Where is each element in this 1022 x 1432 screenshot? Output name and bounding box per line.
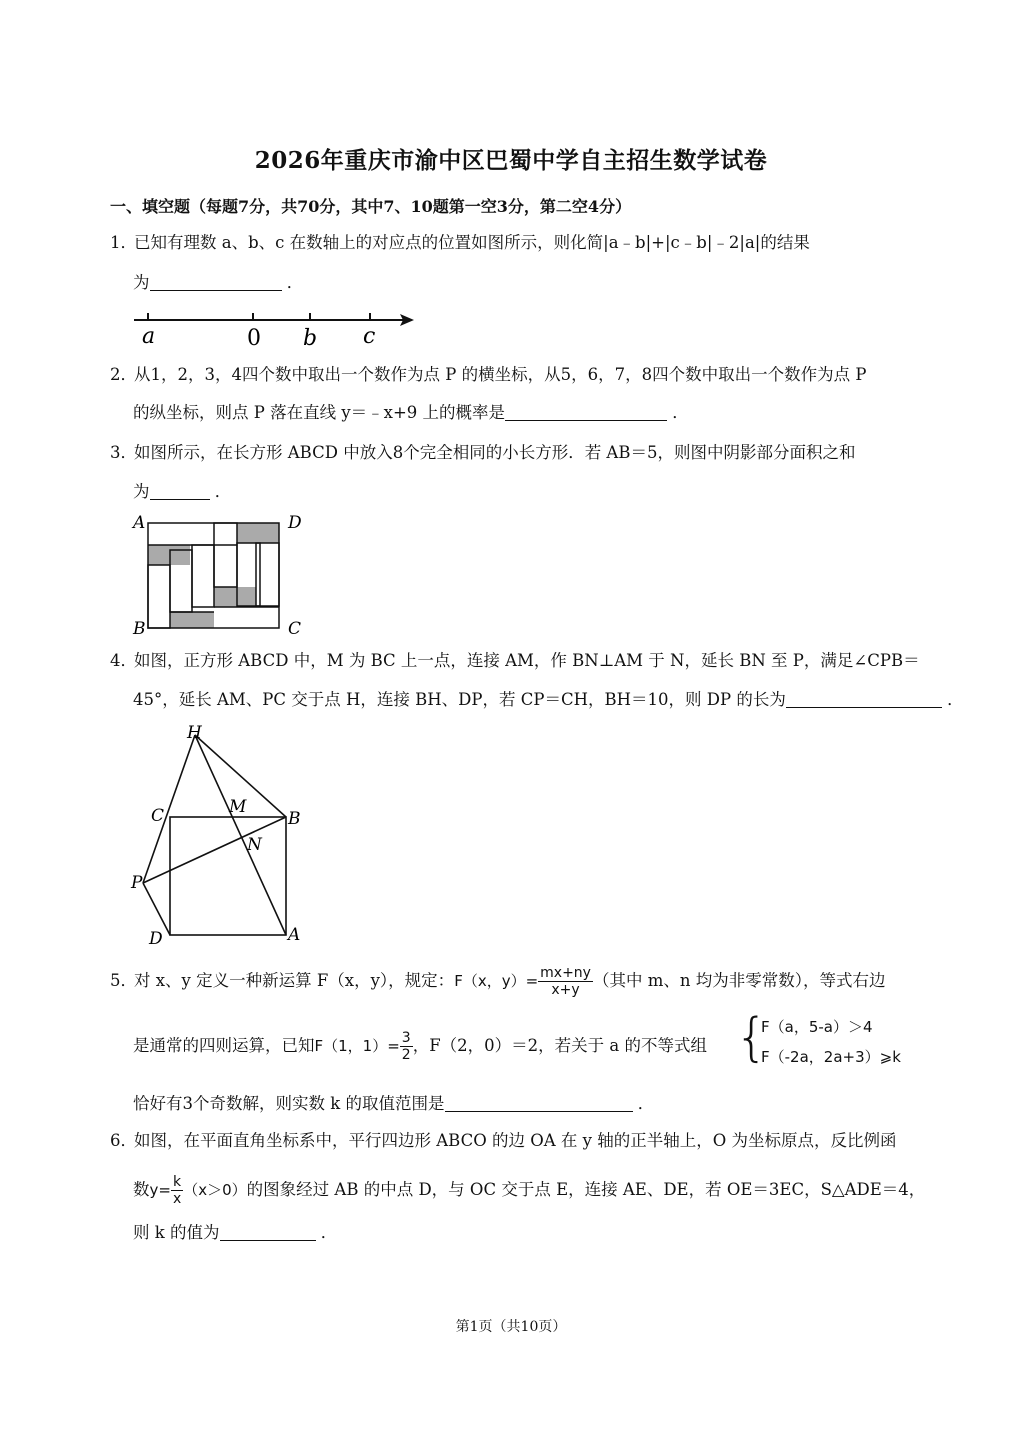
q5-given-lhs: F（1，1）= [314, 1037, 400, 1055]
q3-rectangle-figure [130, 510, 310, 640]
q4-label-D: D [149, 929, 163, 949]
q5-inequality-system [735, 1008, 925, 1072]
q5-inequality-2: F（-2a，2a+3）⩾k [761, 1048, 901, 1066]
q6-number: 6． [110, 1131, 137, 1150]
q4-label-P: P [131, 873, 143, 893]
q5-given-fraction: $\frac{3}{2}$ [401, 1030, 411, 1063]
q1-line2: 为 ． [133, 273, 304, 292]
section-heading: 一、填空题（每题7分，共70分，其中7、10题第一空3分，第二空4分） [110, 197, 632, 216]
q5-answer-blank[interactable] [445, 1093, 633, 1112]
q2-number: 2． [110, 365, 137, 384]
q3-answer-blank[interactable] [150, 481, 210, 500]
q1-number-line [130, 305, 430, 355]
left-brace-icon: { [735, 1008, 769, 1068]
q4-label-M: M [229, 797, 247, 817]
q3-label-A: A [133, 513, 146, 533]
q4-label-N: N [247, 835, 262, 855]
axis-label-b: b [303, 326, 318, 351]
q5-inequality-1: F（a，5-a）＞4 [761, 1018, 873, 1036]
q1-number: 1． [110, 233, 137, 252]
q4-label-H: H [187, 723, 202, 743]
q5-formula-lhs: F（x，y）= [454, 972, 539, 990]
axis-label-a: a [142, 324, 156, 349]
q5-formula-fraction: $\frac{mx+ny}{x+y}$ [540, 965, 591, 998]
q5-line3: 恰好有3个奇数解，则实数 k 的取值范围是 ． [133, 1094, 655, 1113]
q3-line1: 3．如图所示，在长方形 ABCD 中放入8个完全相同的小长方形．若 AB＝5，则图中阴影部分面积之和 [110, 443, 856, 462]
q4-line2: 45°，延长 AM、PC 交于点 H，连接 BH、DP，若 CP＝CH，BH＝10，则 DP 的长为 ． [133, 690, 964, 709]
q6-answer-blank[interactable] [220, 1222, 316, 1241]
q6-func-condition: （x＞0） [183, 1181, 247, 1199]
q6-func-fraction: $\frac{k}{x}$ [172, 1174, 182, 1207]
q1-line1 [110, 232, 810, 254]
q3-label-C: C [288, 619, 302, 639]
q6-func-lhs: y= [149, 1181, 171, 1199]
q6-line3: 则 k 的值为 ． [133, 1223, 338, 1242]
q4-number: 4． [110, 651, 137, 670]
page-title: 2026年重庆市渝中区巴蜀中学自主招生数学试卷 [254, 147, 768, 174]
q4-label-A: A [288, 925, 301, 945]
q6-line2: 数y= $\frac{k}{x}$ （x＞0）的图象经过 AB 的中点 D，与 OC 交于点 E，连接 AE、DE，若 OE＝3EC，S△ADE＝4， [133, 1174, 926, 1207]
q5-number: 5． [110, 971, 137, 990]
page-footer: 第1页（共10页） [455, 1319, 567, 1335]
q4-line1: 4．如图，正方形 ABCD 中，M 为 BC 上一点，连接 AM，作 BN⊥AM 于 N，延长 BN 至 P，满足∠CPB＝ [110, 651, 920, 670]
q4-label-C: C [151, 806, 165, 826]
q4-answer-blank[interactable] [786, 689, 942, 708]
q2-line1: 2．从1，2，3，4四个数中取出一个数作为点 P 的横坐标，从5，6，7，8四个数中取出一个数作为点 P [110, 365, 867, 384]
q4-square-figure [125, 720, 315, 950]
q2-answer-blank[interactable] [505, 402, 667, 421]
q2-line2: 的纵坐标，则点 P 落在直线 y＝﹣x+9 上的概率是 ． [133, 403, 689, 422]
q1-answer-blank[interactable] [150, 272, 282, 291]
q1-text: 已知有理数 a、b、c 在数轴上的对应点的位置如图所示，则化简|a﹣b|+|c﹣b|﹣2|a|的结果 [134, 233, 810, 252]
q3-number: 3． [110, 443, 137, 462]
q6-line1: 6．如图，在平面直角坐标系中，平行四边形 ABCO 的边 OA 在 y 轴的正半轴上，O 为坐标原点，反比例函 [110, 1131, 897, 1150]
q3-label-D: D [288, 513, 302, 533]
q3-label-B: B [133, 619, 146, 639]
q5-line1: 5．对 x、y 定义一种新运算 F（x，y），规定：F（x，y）= $\frac{mx+ny}{x+y}$ （其中 m、n 均为非零常数），等式右边 [110, 965, 886, 998]
q3-line2: 为 ． [133, 482, 232, 501]
q5-line2: 是通常的四则运算，已知F（1，1）= $\frac{3}{2}$ ，F（2，0）＝2，若关于 a 的不等式组 [133, 1030, 707, 1063]
axis-label-0: 0 [247, 326, 261, 351]
axis-label-c: c [363, 324, 376, 349]
q4-label-B: B [288, 809, 301, 829]
